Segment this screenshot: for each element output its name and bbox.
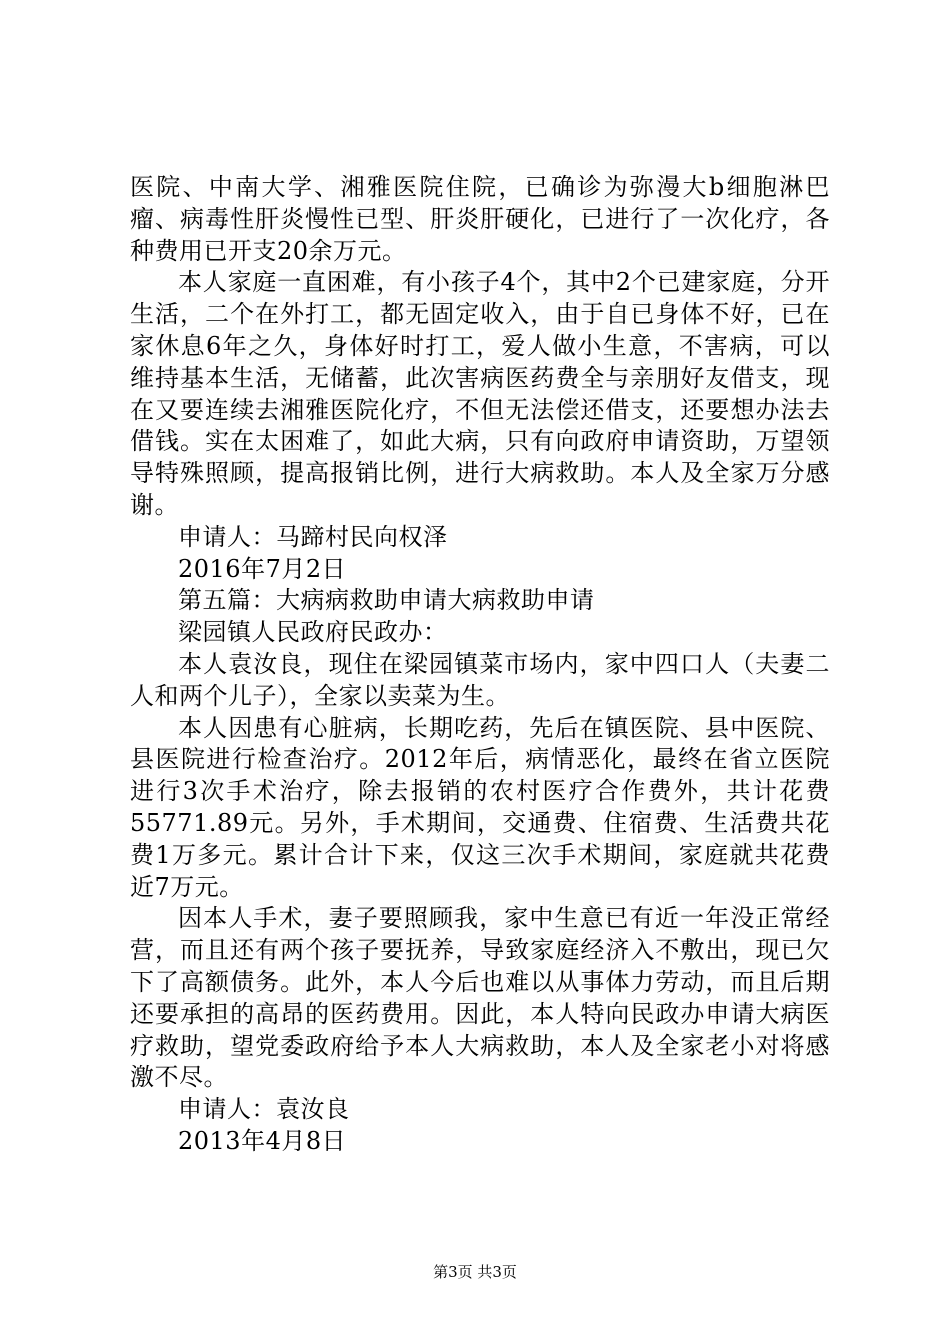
paragraph-diagnosis: 医院、中南大学、湘雅医院住院，已确诊为弥漫大b细胞淋巴瘤、病毒性肝炎慢性已型、肝炎肝硬化，已进行了一次化疗，各种费用已开支20余万元。 (130, 173, 830, 265)
applicant-signature-1: 申请人：马蹄村民向权泽 (178, 522, 448, 551)
paragraph-medical-history: 本人因患有心脏病，长期吃药，先后在镇医院、县中医院、县医院进行检查治疗。2012年后，病情恶化，最终在省立医院进行3次手术治疗，除去报销的农村医疗合作费外，共计花费55771.89元。另外，手术期间，交通费、住宿费、生活费共花费1万多元。累计合计下来，仅这三次手术期间，家庭就共花费近7万元。 (130, 713, 830, 901)
paragraph-family-hardship: 本人家庭一直困难，有小孩子4个，其中2个已建家庭，分开生活，二个在外打工，都无固定收入，由于自已身体不好，已在家休息6年之久，身体好时打工，爱人做小生意，不害病，可以维持基本生活，无储蓄，此次害病医药费全与亲朋好友借支，现在又要连续去湘雅医院化疗，不但无法偿还借支，还要想办法去借钱。实在太困难了，如此大病，只有向政府申请资助，万望领导特殊照顾，提高报销比例，进行大病救助。本人及全家万分感谢。 (130, 268, 830, 519)
addressee: 梁园镇人民政府民政办： (178, 618, 448, 647)
paragraph-request: 因本人手术，妻子要照顾我，家中生意已有近一年没正常经营，而且还有两个孩子要抚养，导致家庭经济入不敷出，现已欠下了高额债务。此外，本人今后也难以从事体力劳动，而且后期还要承担的高昂的医药费用。因此，本人特向民政办申请大病医疗救助，望党委政府给予本人大病救助，本人及全家老小对将感激不尽。 (130, 904, 830, 1092)
document-body (130, 172, 830, 1158)
date-2: 2013年4月8日 (178, 1126, 347, 1155)
applicant-signature-2: 申请人：袁汝良 (178, 1095, 350, 1124)
paragraph-introduction: 本人袁汝良，现住在梁园镇菜市场内，家中四口人（夫妻二人和两个儿子），全家以卖菜为生。 (130, 649, 830, 710)
section-title-part5: 第五篇：大病病救助申请大病救助申请 (178, 586, 595, 615)
date-1: 2016年7月2日 (178, 554, 347, 583)
page-footer: 第3页 共3页 (433, 1263, 517, 1281)
